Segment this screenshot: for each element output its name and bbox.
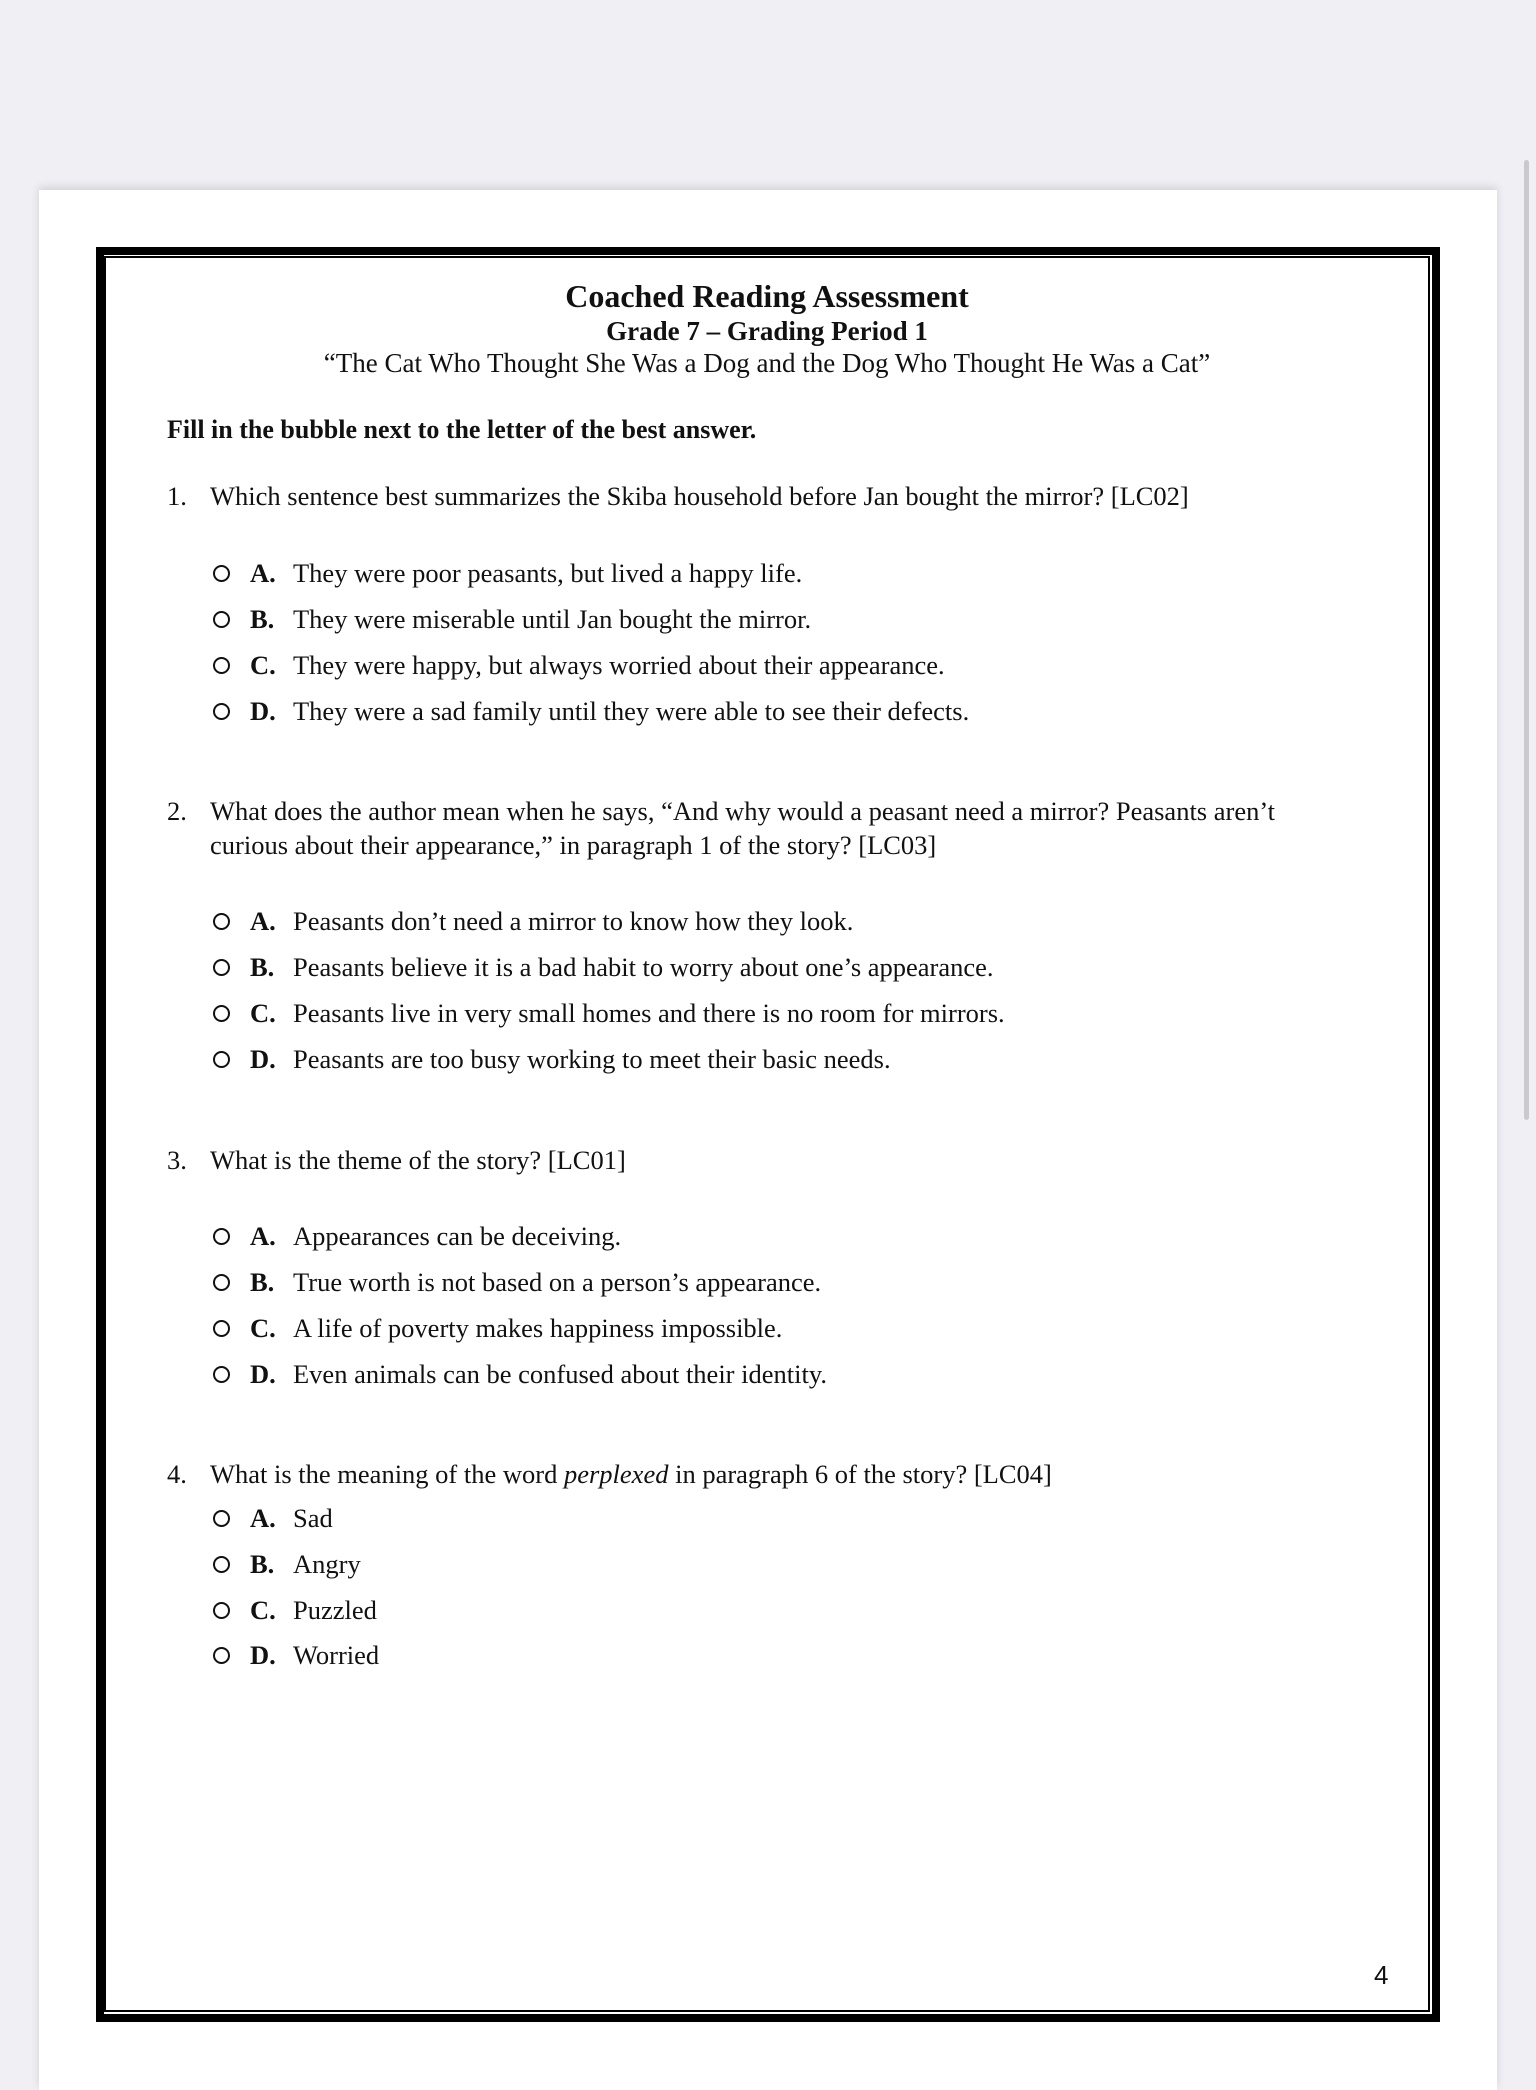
answer-option-q4-c[interactable] (213, 1595, 377, 1626)
answer-option-q2-b[interactable] (213, 952, 994, 983)
question-text-line-2: curious about their appearance,” in paragraph 1 of the story? [LC03] (210, 830, 937, 860)
option-letter: C. (250, 650, 276, 680)
option-letter: C. (250, 998, 276, 1028)
answer-bubble-icon[interactable] (213, 1005, 230, 1022)
answer-option-q2-d[interactable] (213, 1044, 891, 1075)
option-letter: B. (250, 604, 275, 634)
question-text-prefix: What is the meaning of the word (210, 1459, 564, 1489)
option-letter: B. (250, 952, 275, 982)
option-letter: A. (250, 558, 276, 588)
question-number: 4. (167, 1459, 187, 1489)
question-number: 1. (167, 481, 187, 511)
instructions: Fill in the bubble next to the letter of the best answer. (167, 415, 757, 444)
answer-bubble-icon[interactable] (213, 1228, 230, 1245)
answer-bubble-icon[interactable] (213, 611, 230, 628)
answer-bubble-icon[interactable] (213, 1274, 230, 1291)
option-text: They were miserable until Jan bought the mirror. (293, 604, 812, 634)
option-text: Puzzled (293, 1595, 377, 1625)
answer-bubble-icon[interactable] (213, 1320, 230, 1337)
answer-bubble-icon[interactable] (213, 959, 230, 976)
option-text: Worried (293, 1640, 380, 1670)
scrollbar[interactable] (1524, 160, 1529, 1120)
option-text: Peasants believe it is a bad habit to worry about one’s appearance. (293, 952, 994, 982)
option-text: Sad (293, 1503, 333, 1533)
answer-bubble-icon[interactable] (213, 1051, 230, 1068)
option-letter: D. (250, 1359, 276, 1389)
option-text: Angry (293, 1549, 361, 1579)
question-number: 2. (167, 796, 187, 826)
question-text: Which sentence best summarizes the Skiba household before Jan bought the mirror? [LC02] (210, 481, 1189, 511)
answer-option-q1-d[interactable] (213, 696, 969, 727)
answer-bubble-icon[interactable] (213, 703, 230, 720)
answer-option-q2-a[interactable] (213, 906, 853, 937)
page-border-inner (104, 256, 1430, 2012)
option-text: Peasants don’t need a mirror to know how they look. (293, 906, 854, 936)
answer-option-q2-c[interactable] (213, 998, 1005, 1029)
option-letter: A. (250, 1221, 276, 1251)
option-letter: D. (250, 1640, 276, 1670)
option-letter: D. (250, 1044, 276, 1074)
answer-option-q3-d[interactable] (213, 1359, 827, 1390)
answer-bubble-icon[interactable] (213, 1556, 230, 1573)
option-text: They were happy, but always worried about their appearance. (293, 650, 945, 680)
assessment-title: Coached Reading Assessment (565, 278, 969, 314)
answer-option-q4-d[interactable] (213, 1640, 379, 1671)
option-letter: A. (250, 906, 276, 936)
answer-bubble-icon[interactable] (213, 913, 230, 930)
grade-subtitle: Grade 7 – Grading Period 1 (606, 316, 928, 346)
option-letter: C. (250, 1313, 276, 1343)
option-text: Peasants live in very small homes and there is no room for mirrors. (293, 998, 1005, 1028)
vocab-word: perplexed (563, 1459, 669, 1489)
option-text: Appearances can be deceiving. (293, 1221, 622, 1251)
answer-option-q3-a[interactable] (213, 1221, 621, 1252)
answer-option-q4-a[interactable] (213, 1503, 333, 1534)
answer-bubble-icon[interactable] (213, 1510, 230, 1527)
story-title: “The Cat Who Thought She Was a Dog and the Dog Who Thought He Was a Cat” (323, 348, 1211, 378)
answer-option-q1-a[interactable] (213, 558, 802, 589)
answer-option-q1-b[interactable] (213, 604, 811, 635)
option-text: Even animals can be confused about their identity. (293, 1359, 827, 1389)
page-number: 4 (1374, 1960, 1389, 1990)
answer-bubble-icon[interactable] (213, 1647, 230, 1664)
option-text: A life of poverty makes happiness impossible. (293, 1313, 783, 1343)
option-letter: B. (250, 1267, 275, 1297)
answer-option-q3-c[interactable] (213, 1313, 782, 1344)
answer-bubble-icon[interactable] (213, 1602, 230, 1619)
answer-bubble-icon[interactable] (213, 657, 230, 674)
answer-bubble-icon[interactable] (213, 1366, 230, 1383)
answer-option-q3-b[interactable] (213, 1267, 821, 1298)
answer-bubble-icon[interactable] (213, 565, 230, 582)
option-letter: A. (250, 1503, 276, 1533)
question-text: What does the author mean when he says, “And why would a peasant need a mirror? Peasants aren’t (210, 796, 1276, 826)
answer-option-q4-b[interactable] (213, 1549, 361, 1580)
option-text: They were a sad family until they were able to see their defects. (293, 696, 970, 726)
question-text-suffix: in paragraph 6 of the story? [LC04] (668, 1459, 1052, 1489)
answer-option-q1-c[interactable] (213, 650, 945, 681)
option-text: True worth is not based on a person’s appearance. (293, 1267, 822, 1297)
question-number: 3. (167, 1145, 187, 1175)
option-text: Peasants are too busy working to meet their basic needs. (293, 1044, 891, 1074)
option-letter: C. (250, 1595, 276, 1625)
question-text: What is the theme of the story? [LC01] (210, 1145, 626, 1175)
option-text: They were poor peasants, but lived a happy life. (293, 558, 803, 588)
option-letter: D. (250, 696, 276, 726)
option-letter: B. (250, 1549, 275, 1579)
question-text (210, 1457, 1052, 1491)
